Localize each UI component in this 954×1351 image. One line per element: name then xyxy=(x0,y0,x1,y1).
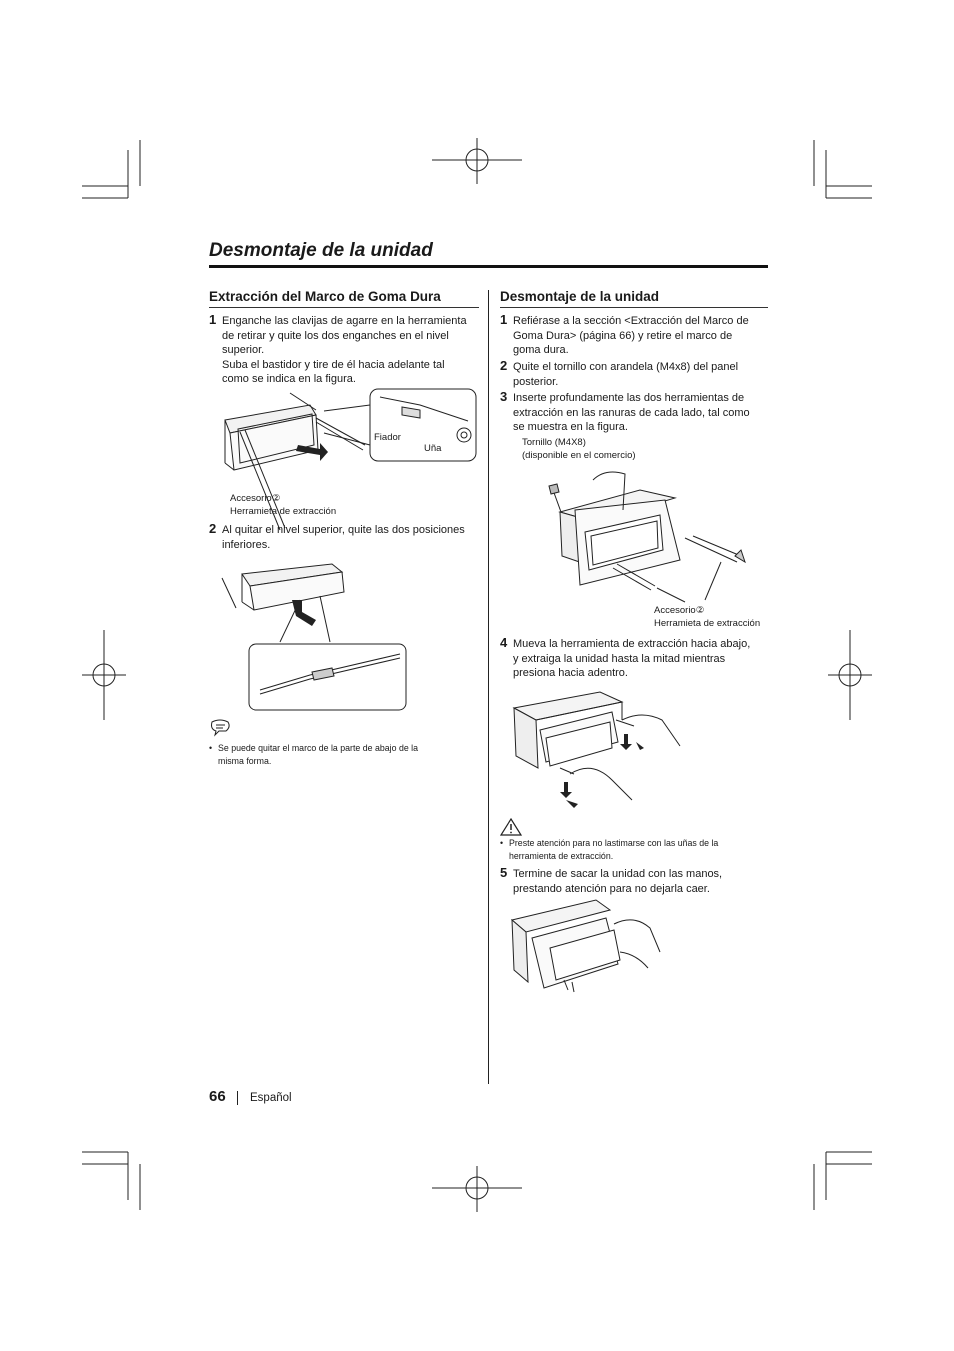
left-step-2 xyxy=(209,523,484,555)
step-line: Enganche las clavijas de agarre en la herramienta xyxy=(222,315,467,327)
label-screw-note: (disponible en el comercio) xyxy=(522,450,636,461)
footer-language: Español xyxy=(250,1092,292,1104)
step-line: goma dura. xyxy=(513,344,569,357)
step-line: prestando atención para no dejarla caer. xyxy=(513,882,710,895)
step-number: 2 xyxy=(209,521,217,536)
step-line: se muestra en la figura. xyxy=(513,421,628,434)
step-line: Inserte profundamente las dos herramientas de xyxy=(513,392,745,404)
right-step-5 xyxy=(500,867,768,897)
step-line: Goma Dura> (página 66) y retire el marco de xyxy=(513,329,733,342)
step-line: superior. xyxy=(222,344,265,357)
figure-frame-removal-bottom xyxy=(220,560,420,712)
step-line: Suba el bastidor y tire de él hacia adelante tal xyxy=(222,358,445,371)
left-heading-rule xyxy=(209,307,479,308)
step-number: 4 xyxy=(500,635,508,650)
note-bullet: • xyxy=(209,743,213,753)
warning-line: Preste atención para no lastimarse con las uñas de la xyxy=(509,838,719,848)
figure-insert-tools xyxy=(545,470,745,610)
warning-text xyxy=(509,837,769,862)
figure-frame-removal-top xyxy=(220,385,480,495)
footer-divider xyxy=(237,1091,238,1105)
step-line: Al quitar el nivel superior, quite las dos posiciones xyxy=(222,524,465,536)
label-extraction-tool-right: Herramieta de extracción xyxy=(654,618,761,629)
label-una: Uña xyxy=(424,443,442,454)
step-line: presiona hacia adentro. xyxy=(513,667,628,680)
page-number: 66 xyxy=(209,1088,226,1105)
note-line: misma forma. xyxy=(218,755,272,766)
step-number: 1 xyxy=(500,312,508,327)
figure-remove-by-hand xyxy=(510,898,670,998)
label-accessory-right: Accesorio② xyxy=(654,605,705,616)
step-line: Refiérase a la sección <Extracción del Marco de xyxy=(513,315,749,327)
note-text xyxy=(218,742,480,767)
step-number: 3 xyxy=(500,389,508,404)
left-section-heading: Extracción del Marco de Goma Dura xyxy=(209,289,441,304)
right-step-3 xyxy=(500,391,768,436)
label-extraction-tool: Herramieta de extracción xyxy=(230,506,337,517)
label-fiador: Fiador xyxy=(374,432,401,443)
step-number: 1 xyxy=(209,312,217,327)
step-number: 5 xyxy=(500,865,508,880)
warning-bullet: • xyxy=(500,838,504,848)
step-line: Quite el tornillo con arandela (M4x8) del panel xyxy=(513,361,739,373)
page-title: Desmontaje de la unidad xyxy=(209,240,433,261)
step-line: y extraiga la unidad hasta la mitad mientras xyxy=(513,652,726,665)
step-number: 2 xyxy=(500,358,508,373)
figure-pull-unit xyxy=(512,690,692,810)
warning-triangle-icon xyxy=(500,818,522,836)
step-line: posterior. xyxy=(513,375,559,388)
step-line: de retirar y quite los dos enganches en el nivel xyxy=(222,329,449,342)
left-step-1 xyxy=(209,314,484,389)
right-heading-rule xyxy=(500,307,768,308)
label-screw: Tornillo (M4X8) xyxy=(522,437,586,448)
note-line: Se puede quitar el marco de la parte de abajo de la xyxy=(218,743,419,753)
right-step-2 xyxy=(500,360,768,390)
step-line: Mueva la herramienta de extracción hacia abajo, xyxy=(513,638,751,650)
note-speech-icon xyxy=(209,719,231,737)
column-divider xyxy=(488,290,489,1084)
title-rule xyxy=(209,265,768,268)
step-line: extracción en las ranuras de cada lado, tal como xyxy=(513,406,750,419)
warning-line: herramienta de extracción. xyxy=(509,850,614,861)
right-step-1 xyxy=(500,314,768,359)
label-accessory: Accesorio② xyxy=(230,493,281,504)
step-line: Termine de sacar la unidad con las manos, xyxy=(513,868,723,880)
step-line: como se indica en la figura. xyxy=(222,373,356,386)
step-line: inferiores. xyxy=(222,538,271,551)
right-section-heading: Desmontaje de la unidad xyxy=(500,289,660,304)
right-step-4 xyxy=(500,637,768,682)
